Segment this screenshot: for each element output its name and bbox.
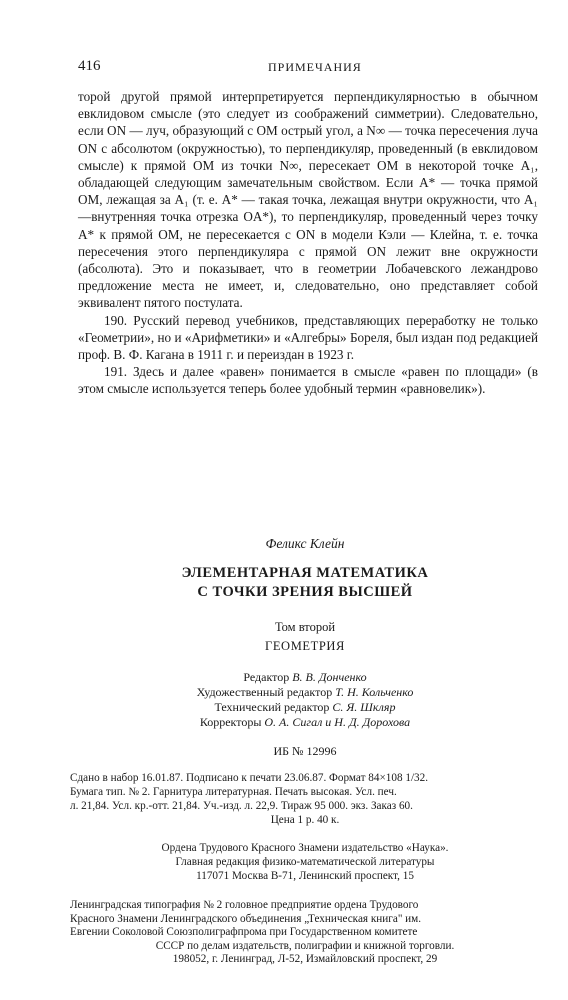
credit-role: Корректоры	[199, 715, 262, 729]
credit-art-editor	[70, 685, 540, 700]
note-continuation-paragraph: торой другой прямой интерпретируется перпендикулярностью в обычном евклидовом смысле (это следует из соображений симметрии). Следовательно, если ON — луч, образующий с OM острый угол, а N∞ — точка пересечения луча ON с абсолютом (окружностью), то перпендикуляр, проведенный (в евклидовом смысле) к прямой OM из точки N∞, пересекает OM в некоторой точке A₁, обладающей следующим замечательным свойством. Если A* — точка прямой OM, лежащая за A₁ (т. е. A* — такая точка, лежащая внутри окружности, что A₁—внутренняя точка отрезка OA*), то перпендикуляр, проведенный через точку A* к прямой OM, не пересекается с ON в модели Кэли — Клейна, т. е. точка пересечения этого перпендикуляра с прямой ON лежит вне окружности (абсолюта). Это и показывает, что в геометрии Лобачевского лежандрово предложение места не имеет, и, следовательно, оно представляет собой эквивалент пятого постулата.	[78, 89, 538, 311]
printer-line: Ленинградская типография № 2 головное предприятие ордена Трудового	[70, 899, 419, 911]
publisher-line: Главная редакция физико-математической литературы	[175, 856, 435, 868]
credit-name: О. А. Сигал и Н. Д. Дорохова	[264, 715, 411, 729]
credit-editor	[70, 670, 540, 685]
page-number: 416	[78, 58, 101, 74]
printer-line: Евгении Соколовой Союзполиграфпрома при Государственном комитете	[70, 926, 418, 939]
price: Цена 1 р. 40 к.	[270, 814, 340, 826]
printer-info	[70, 899, 540, 967]
printer-address: 198052, г. Ленинград, Л-52, Измайловский проспект, 29	[172, 953, 438, 966]
author-name: Феликс Клейн	[265, 536, 345, 551]
credits-list	[70, 670, 540, 730]
credit-name: С. Я. Шкляр	[332, 700, 396, 714]
volume-label: Том второй	[274, 620, 336, 634]
credit-role: Редактор	[243, 670, 290, 684]
note-190: 190. Русский перевод учебников, представляющих переработку не только «Геометрии», но и «Арифметики» и «Алгебры» Бореля, был издан под редакцией проф. В. Ф. Кагана в 1911 г. и переиздан в 1923 г.	[78, 312, 538, 363]
book-title-line-1: ЭЛЕМЕНТАРНАЯ МАТЕМАТИКА	[181, 565, 429, 581]
notes-section	[78, 88, 538, 398]
note-191: 191. Здесь и далее «равен» понимается в смысле «равен по площади» (в этом смысле используется теперь более удобный термин «равновелик»).	[78, 364, 538, 397]
book-title-line-2: С ТОЧКИ ЗРЕНИЯ ВЫСШЕЙ	[197, 584, 413, 600]
print-specs	[70, 771, 540, 827]
printer-line: Красного Знамени Ленинградского объединения „Техническая книга" им.	[70, 912, 422, 925]
page-header	[78, 58, 538, 80]
credit-proofreaders	[70, 715, 540, 730]
ib-number: ИБ № 12996	[273, 744, 337, 758]
credit-name: Т. Н. Кольченко	[335, 685, 414, 699]
credit-role: Технический редактор	[214, 700, 330, 714]
credit-role: Художественный редактор	[196, 685, 333, 699]
publisher-line: Ордена Трудового Красного Знамени издательство «Наука».	[161, 842, 449, 854]
subject-label: ГЕОМЕТРИЯ	[265, 639, 345, 653]
credit-tech-editor	[70, 700, 540, 715]
print-specs-line: Бумага тип. № 2. Гарнитура литературная. Печать высокая. Усл. печ.	[70, 786, 397, 798]
book-title	[70, 564, 540, 602]
colophon	[70, 536, 540, 967]
publisher-info	[70, 841, 540, 883]
print-specs-line: Сдано в набор 16.01.87. Подписано к печати 23.06.87. Формат 84×108 1/32.	[70, 772, 429, 784]
printer-line: СССР по делам издательств, полиграфии и книжной торговли.	[155, 939, 455, 952]
credit-name: В. В. Донченко	[292, 670, 367, 684]
print-specs-line: л. 21,84. Усл. кр.-отт. 21,84. Уч.-изд. л. 22,9. Тираж 95 000. экз. Заказ 60.	[70, 800, 413, 812]
running-head: ПРИМЕЧАНИЯ	[268, 60, 362, 74]
publisher-line: 117071 Москва В-71, Ленинский проспект, 15	[196, 870, 414, 882]
